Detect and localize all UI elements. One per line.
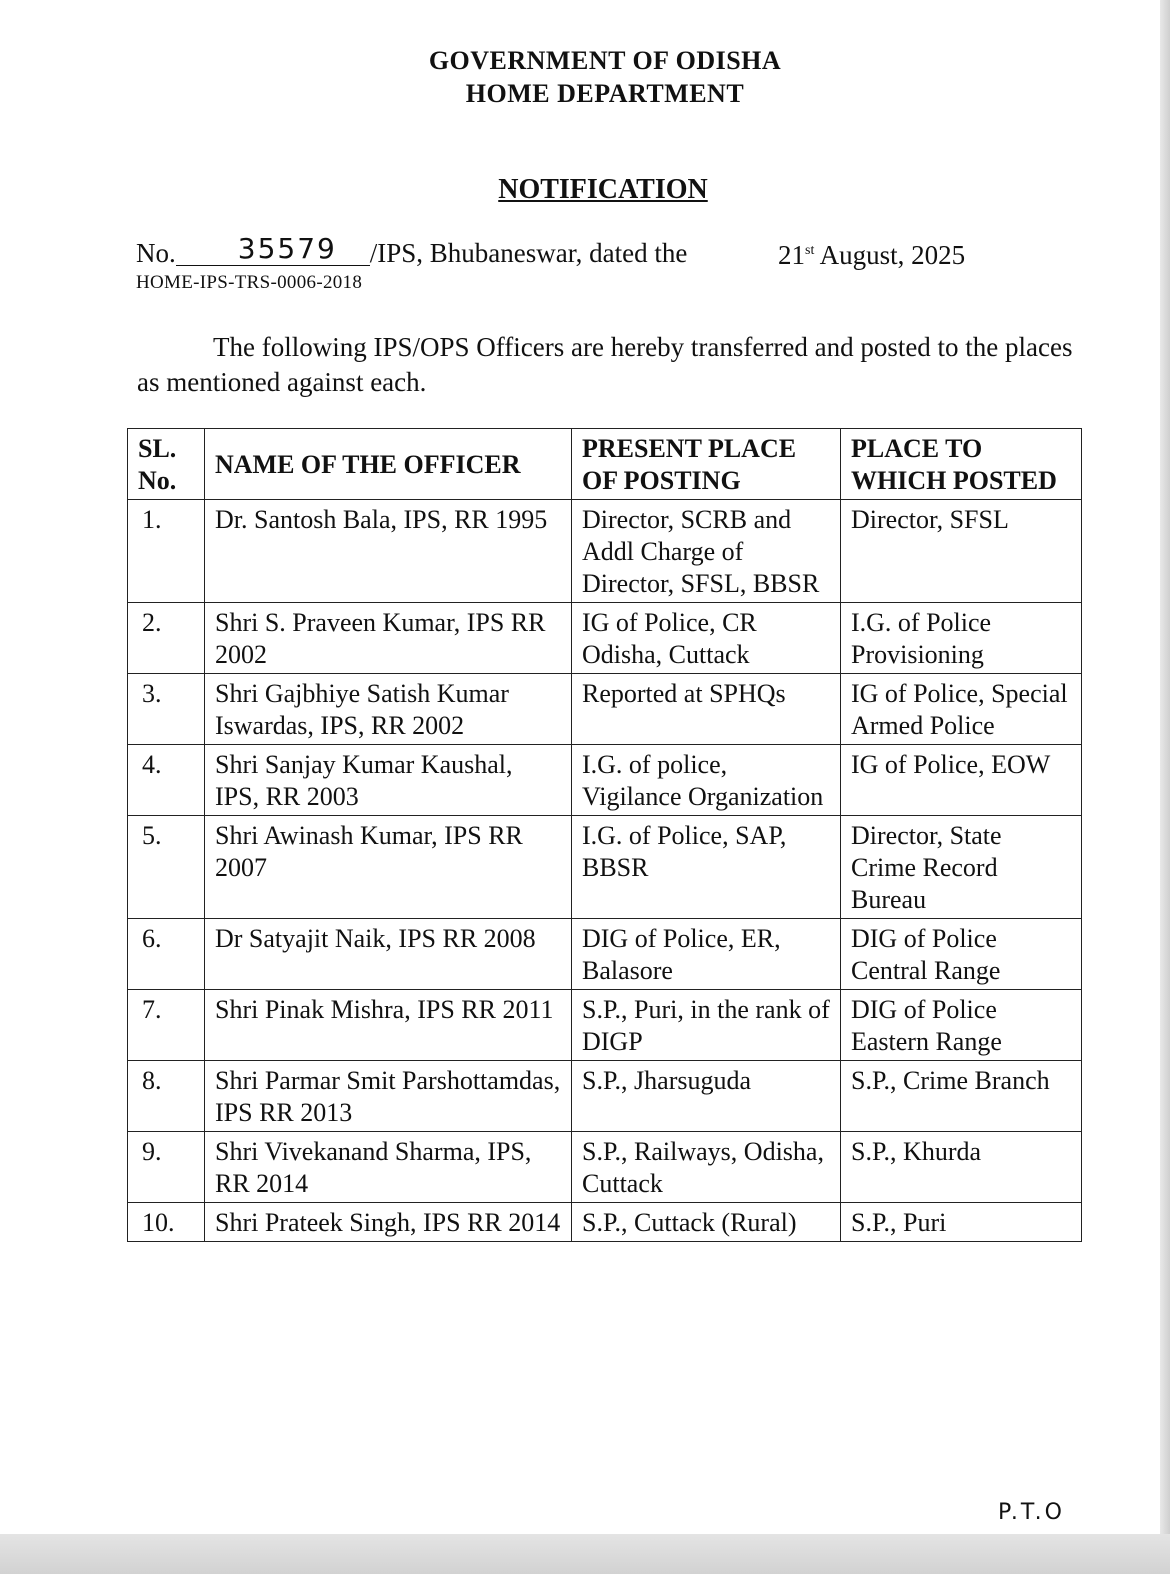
cell-posted-to: S.P., Khurda	[841, 1132, 1082, 1203]
cell-officer-name: Shri Pinak Mishra, IPS RR 2011	[205, 990, 572, 1061]
department-heading: HOME DEPARTMENT	[465, 79, 745, 108]
cell-present-posting: I.G. of Police, SAP, BBSR	[572, 816, 841, 919]
cell-sl: 6.	[128, 919, 205, 990]
header-posted-to: PLACE TO WHICH POSTED	[841, 429, 1082, 500]
cell-officer-name: Shri Prateek Singh, IPS RR 2014	[205, 1203, 572, 1242]
cell-present-posting: Director, SCRB and Addl Charge of Director, SFSL, BBSR	[572, 500, 841, 603]
header-present-posting: PRESENT PLACE OF POSTING	[572, 429, 841, 500]
cell-officer-name: Dr. Santosh Bala, IPS, RR 1995	[205, 500, 572, 603]
cell-officer-name: Shri Gajbhiye Satish Kumar Iswardas, IPS, RR 2002	[205, 674, 572, 745]
table-row	[128, 1203, 1082, 1242]
table-header-row	[128, 429, 1082, 500]
cell-present-posting: Reported at SPHQs	[572, 674, 841, 745]
table-row	[128, 1061, 1082, 1132]
cell-posted-to: S.P., Puri	[841, 1203, 1082, 1242]
date-ordinal: st	[805, 243, 815, 258]
cell-officer-name: Shri Vivekanand Sharma, IPS, RR 2014	[205, 1132, 572, 1203]
cell-posted-to: IG of Police, Special Armed Police	[841, 674, 1082, 745]
cell-posted-to: S.P., Crime Branch	[841, 1061, 1082, 1132]
header-officer-name: NAME OF THE OFFICER	[205, 429, 572, 500]
intro-paragraph: The following IPS/OPS Officers are hereby transferred and posted to the places as mentioned against each.	[137, 332, 1073, 397]
table-row	[128, 816, 1082, 919]
cell-sl: 7.	[128, 990, 205, 1061]
table-row	[128, 919, 1082, 990]
cell-sl: 5.	[128, 816, 205, 919]
letterhead	[0, 44, 1170, 110]
page-bottom-shadow	[0, 1534, 1170, 1574]
cell-posted-to: DIG of Police Central Range	[841, 919, 1082, 990]
cell-sl: 8.	[128, 1061, 205, 1132]
transfer-table	[127, 428, 1082, 1242]
reference-line	[136, 232, 688, 270]
cell-present-posting: DIG of Police, ER, Balasore	[572, 919, 841, 990]
cell-posted-to: DIG of Police Eastern Range	[841, 990, 1082, 1061]
pto-note: P.T.O	[998, 1500, 1065, 1525]
notification-date	[778, 240, 965, 271]
cell-sl: 2.	[128, 603, 205, 674]
cell-sl: 4.	[128, 745, 205, 816]
page-edge-shadow	[1160, 0, 1170, 1574]
government-heading: GOVERNMENT OF ODISHA	[428, 46, 782, 75]
cell-officer-name: Shri Sanjay Kumar Kaushal, IPS, RR 2003	[205, 745, 572, 816]
cell-sl: 10.	[128, 1203, 205, 1242]
table-row	[128, 674, 1082, 745]
cell-posted-to: Director, SFSL	[841, 500, 1082, 603]
cell-posted-to: I.G. of Police Provisioning	[841, 603, 1082, 674]
cell-officer-name: Shri Parmar Smit Parshottamdas, IPS RR 2013	[205, 1061, 572, 1132]
table-row	[128, 745, 1082, 816]
reference-suffix: /IPS, Bhubaneswar, dated the	[369, 238, 688, 268]
notification-title: NOTIFICATION	[498, 174, 708, 205]
cell-sl: 3.	[128, 674, 205, 745]
cell-present-posting: I.G. of police, Vigilance Organization	[572, 745, 841, 816]
cell-present-posting: S.P., Puri, in the rank of DIGP	[572, 990, 841, 1061]
file-number: HOME-IPS-TRS-0006-2018	[136, 272, 363, 293]
date-day: 21	[778, 240, 805, 270]
table-row	[128, 990, 1082, 1061]
cell-present-posting: IG of Police, CR Odisha, Cuttack	[572, 603, 841, 674]
cell-present-posting: S.P., Cuttack (Rural)	[572, 1203, 841, 1242]
table-row	[128, 1132, 1082, 1203]
cell-officer-name: Shri S. Praveen Kumar, IPS RR 2002	[205, 603, 572, 674]
cell-officer-name: Dr Satyajit Naik, IPS RR 2008	[205, 919, 572, 990]
cell-sl: 9.	[128, 1132, 205, 1203]
cell-officer-name: Shri Awinash Kumar, IPS RR 2007	[205, 816, 572, 919]
cell-posted-to: Director, State Crime Record Bureau	[841, 816, 1082, 919]
cell-sl: 1.	[128, 500, 205, 603]
date-month-year: August, 2025	[814, 240, 966, 270]
notification-number: 35579	[176, 232, 370, 266]
number-label: No.	[136, 238, 176, 268]
cell-present-posting: S.P., Jharsuguda	[572, 1061, 841, 1132]
cell-posted-to: IG of Police, EOW	[841, 745, 1082, 816]
table-body	[128, 500, 1082, 1242]
header-sl-no: SL. No.	[128, 429, 205, 500]
table-row	[128, 603, 1082, 674]
table-row	[128, 500, 1082, 603]
cell-present-posting: S.P., Railways, Odisha, Cuttack	[572, 1132, 841, 1203]
